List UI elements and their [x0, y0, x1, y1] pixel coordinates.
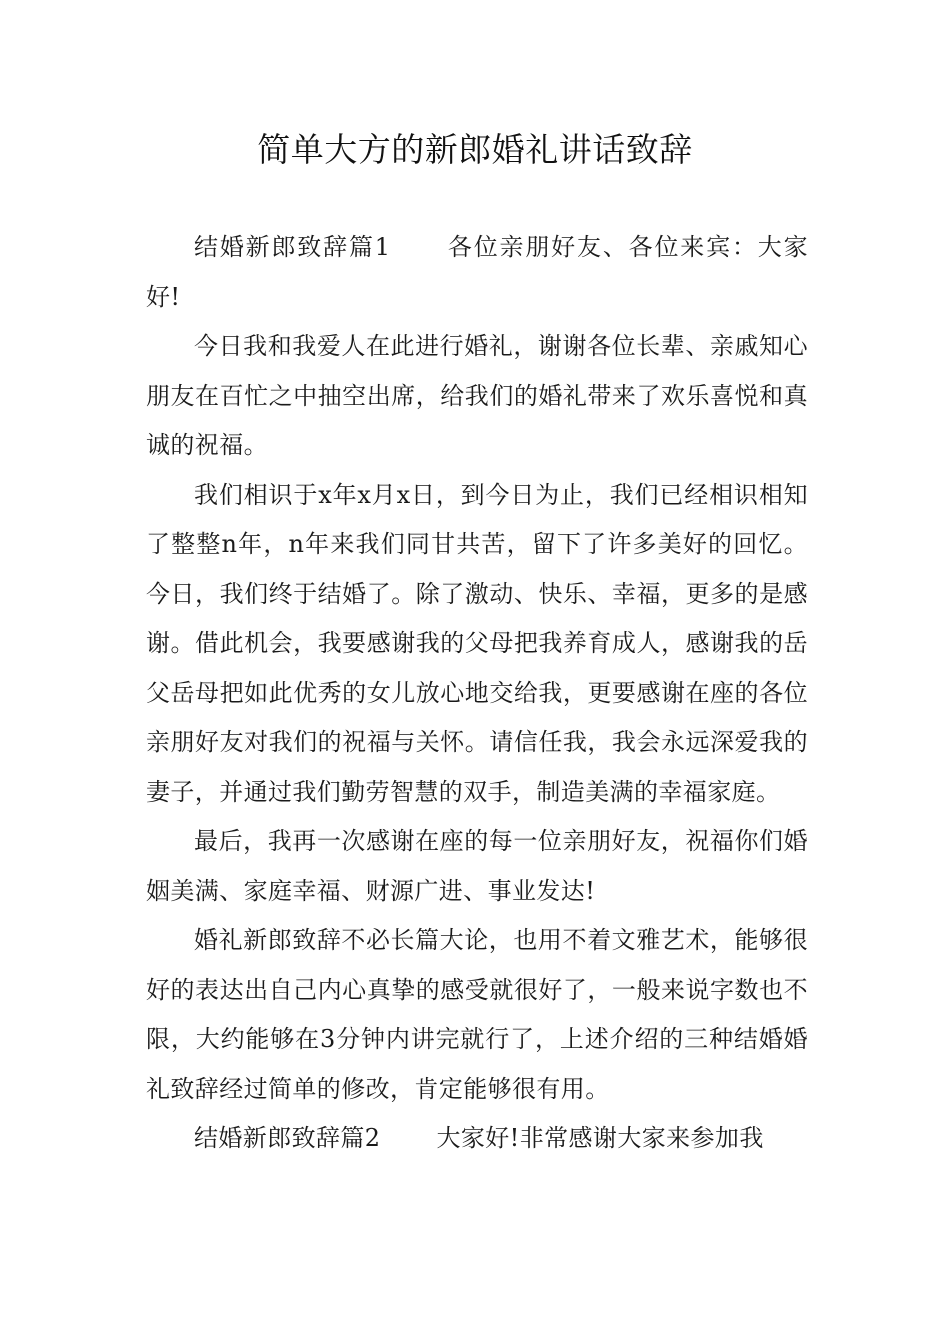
paragraph-3	[146, 471, 808, 818]
paragraph-text: 大家好!非常感谢大家来参加我	[436, 1124, 764, 1152]
section-heading-1: 结婚新郎致辞篇1	[194, 233, 391, 261]
document-title: 简单大方的新郎婚礼讲话致辞	[257, 130, 693, 169]
paragraph-text: 婚礼新郎致辞不必长篇大论，也用不着文雅艺术，能够很好的表达出自己内心真挚的感受就很好了，一般来说字数也不限，大约能够在3分钟内讲完就行了，上述介绍的三种结婚婚礼致辞经过简单的修改，肯定能够很有用。	[146, 926, 808, 1103]
section-heading-2: 结婚新郎致辞篇2	[194, 1124, 381, 1152]
document-body	[146, 223, 808, 1164]
paragraph-text: 最后，我再一次感谢在座的每一位亲朋好友，祝福你们婚姻美满、家庭幸福、财源广进、事业发达!	[146, 827, 808, 905]
paragraph-5	[146, 916, 808, 1114]
paragraph-4	[146, 817, 808, 916]
paragraph-text: 今日我和我爱人在此进行婚礼，谢谢各位长辈、亲戚知心朋友在百忙之中抽空出席，给我们的婚礼带来了欢乐喜悦和真诚的祝福。	[146, 332, 808, 459]
paragraph-2	[146, 322, 808, 471]
paragraph-text: 我们相识于x年x月x日，到今日为止，我们已经相识相知了整整n年，n年来我们同甘共苦，留下了许多美好的回忆。今日，我们终于结婚了。除了激动、快乐、幸福，更多的是感谢。借此机会，我要感谢我的父母把我养育成人，感谢我的岳父岳母把如此优秀的女儿放心地交给我，更要感谢在座的各位亲朋好友对我们的祝福与关怀。请信任我，我会永远深爱我的妻子，并通过我们勤劳智慧的双手，制造美满的幸福家庭。	[146, 480, 808, 806]
paragraph-text: 各位亲朋好友、各位来宾：大家好!	[146, 233, 808, 311]
paragraph-6	[146, 1114, 808, 1164]
paragraph-1	[146, 223, 808, 322]
